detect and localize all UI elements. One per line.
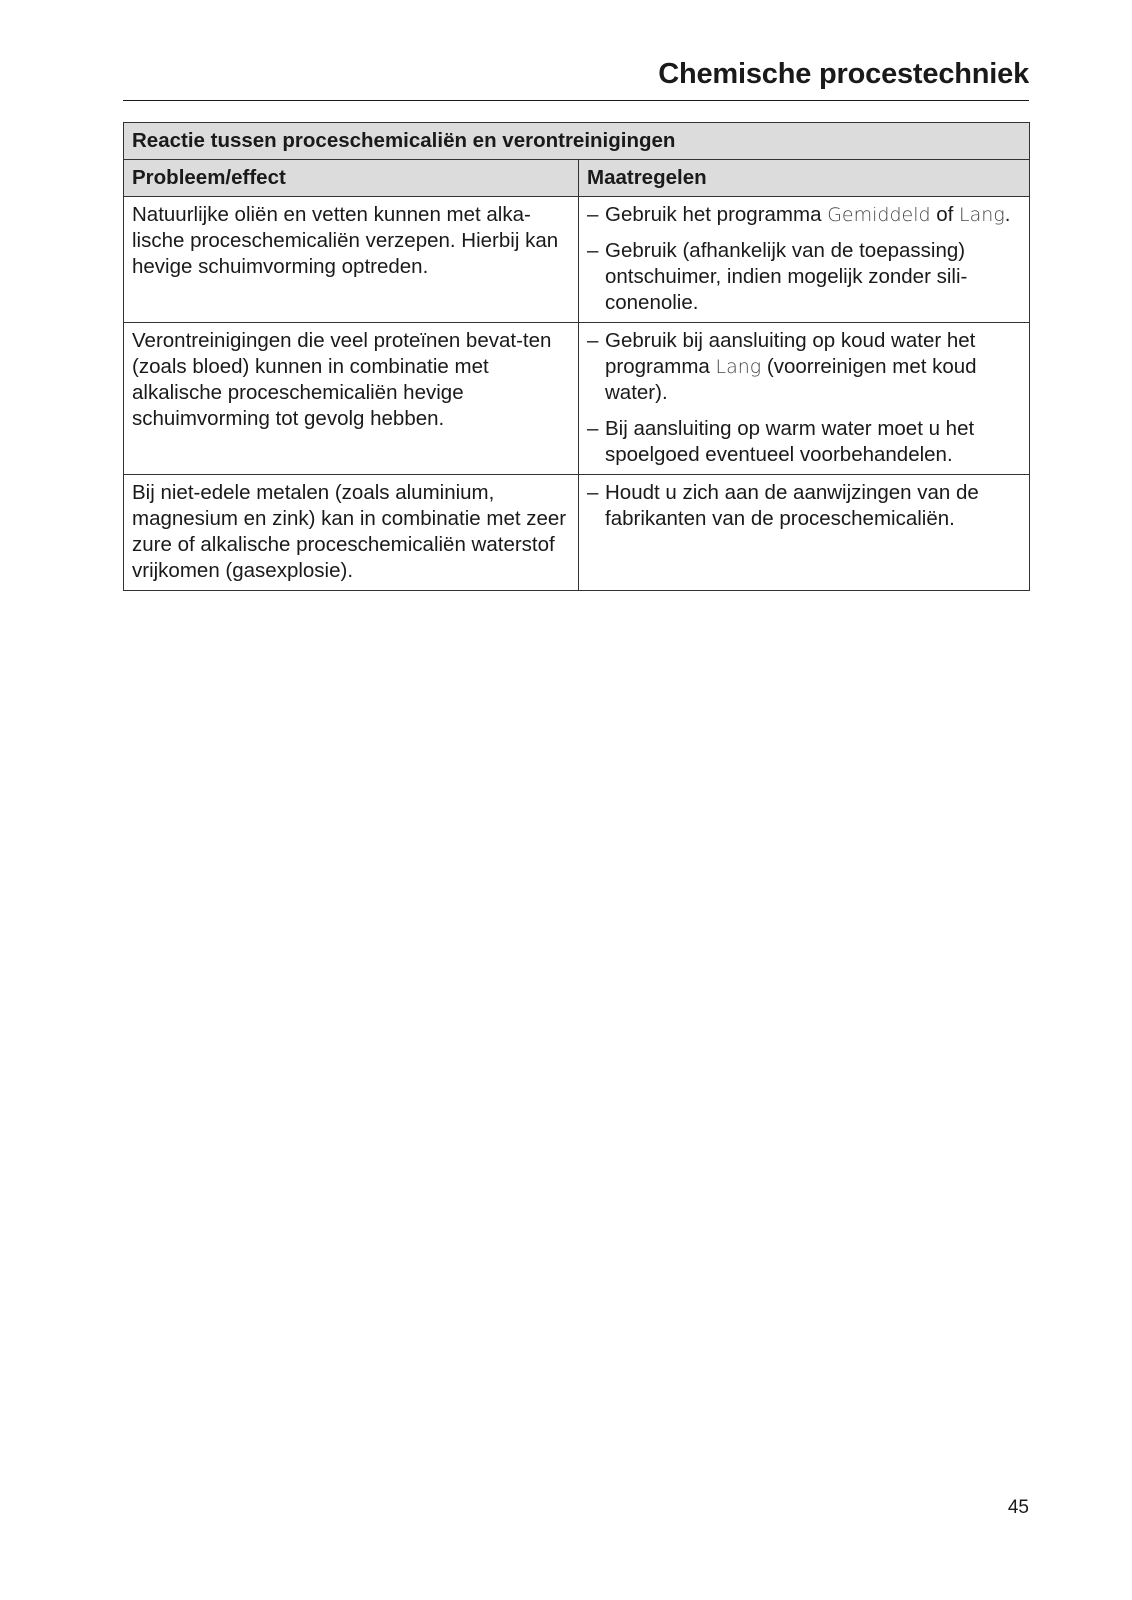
table-row — [124, 475, 1030, 591]
column-header-measures: Maatregelen — [579, 160, 1030, 197]
measure-text: Gebruik het programma — [605, 203, 828, 226]
program-name: Gemiddeld — [827, 204, 931, 226]
measures-cell — [579, 197, 1030, 323]
measures-list — [587, 480, 1021, 532]
table-caption-row — [124, 123, 1030, 160]
problem-cell: Natuurlijke oliën en vetten kunnen met alka-lische proceschemicaliën verzepen. Hierbij kan hevige schuimvorming optreden. — [124, 197, 579, 323]
measures-cell — [579, 323, 1030, 475]
list-item — [587, 202, 1021, 228]
program-name: Lang — [959, 204, 1005, 226]
measure-text: (voorreinigen met koud water). — [605, 355, 977, 404]
list-item — [587, 328, 1021, 406]
problem-cell: Verontreinigingen die veel proteïnen bevat-ten (zoals bloed) kunnen in combinatie met alkalische proceschemicaliën hevige schuimvorming tot gevolg hebben. — [124, 323, 579, 475]
header-divider — [123, 100, 1029, 101]
measure-text: . — [1004, 203, 1011, 226]
page-number: 45 — [1007, 1497, 1029, 1518]
problem-cell: Bij niet-edele metalen (zoals aluminium, magnesium en zink) kan in combinatie met zeer zure of alkalische proceschemicaliën waterstof vrijkomen (gasexplosie). — [124, 475, 579, 591]
table-row — [124, 197, 1030, 323]
measures-cell — [579, 475, 1030, 591]
list-item: – Gebruik (afhankelijk van de toepassing) ontschuimer, indien mogelijk zonder sili-conenolie. — [587, 238, 1021, 316]
list-item: – Houdt u zich aan de aanwijzingen van de fabrikanten van de proceschemicaliën. — [587, 480, 1021, 532]
table-caption: Reactie tussen proceschemicaliën en verontreinigingen — [124, 123, 1030, 160]
table-row — [124, 323, 1030, 475]
measures-list — [587, 202, 1021, 316]
measures-list — [587, 328, 1021, 468]
list-item: – Bij aansluiting op warm water moet u het spoelgoed eventueel voorbehandelen. — [587, 416, 1021, 468]
reaction-table — [123, 122, 1030, 591]
table-header-row — [124, 160, 1030, 197]
measure-text: Gebruik bij aansluiting op koud water het programma — [605, 329, 976, 378]
column-header-problem: Probleem/effect — [124, 160, 579, 197]
page-title: Chemische procestechniek — [658, 58, 1029, 90]
measure-text: of — [930, 203, 960, 226]
program-name: Lang — [715, 356, 762, 378]
